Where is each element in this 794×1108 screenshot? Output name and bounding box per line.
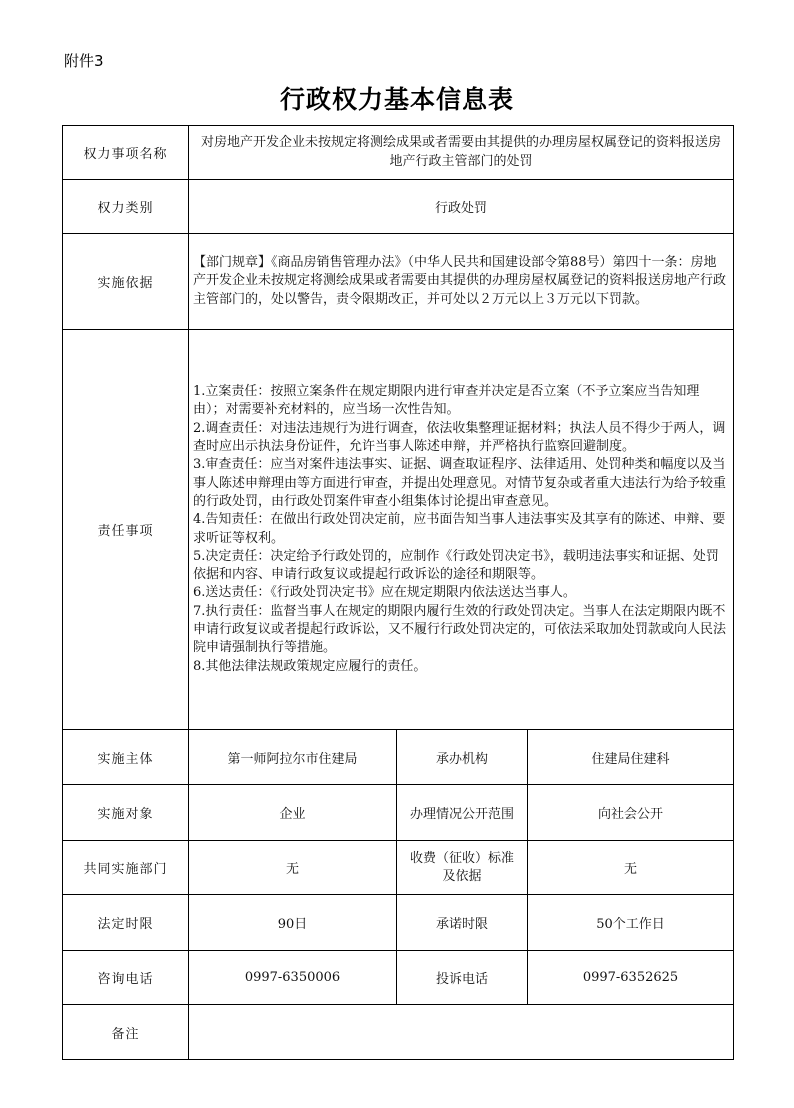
- promised-time-value: 50个工作日: [528, 895, 734, 951]
- row-item-name: [63, 126, 734, 180]
- subject-value: 第一师阿拉尔市住建局: [189, 730, 397, 785]
- row-target: [63, 785, 734, 841]
- fee-standard-label: 收费（征收）标准及依据: [397, 841, 528, 895]
- page-title: 行政权力基本信息表: [279, 85, 514, 114]
- attachment-label: 附件3: [64, 52, 104, 70]
- remarks-value: [189, 1005, 734, 1060]
- joint-dept-value: 无: [189, 841, 397, 895]
- joint-dept-label: 共同实施部门: [63, 841, 189, 895]
- row-remarks: [63, 1005, 734, 1060]
- responsibility-item: 4.告知责任：在做出行政处罚决定前，应书面告知当事人违法事实及其享有的陈述、申辩、要求听证等权利。: [193, 512, 726, 546]
- complaint-phone-value: 0997-6352625: [528, 951, 734, 1005]
- fee-standard-value: 无: [528, 841, 734, 895]
- responsibility-item: 3.审查责任：应当对案件违法事实、证据、调查取证程序、法律适用、处罚种类和幅度以及当事人陈述申辩理由等方面进行审查，并提出处理意见。对情节复杂或者重大违法行为给予较重的行政处罚，由行政处罚案件审查小组集体讨论提出审查意见。: [193, 457, 727, 509]
- responsibility-item: 1.立案责任：按照立案条件在规定期限内进行审查并决定是否立案（不予立案应当告知理由）；对需要补充材料的，应当场一次性告知。: [193, 384, 700, 418]
- responsibility-item: 7.执行责任：监督当事人在规定的期限内履行生效的行政处罚决定。当事人在法定期限内既不申请行政复议或者提起行政诉讼，又不履行行政处罚决定的，可依法采取加处罚款或向人民法院申请强制执行等措施。: [193, 603, 727, 656]
- subject-label: 实施主体: [63, 730, 189, 785]
- row-basis: [63, 234, 734, 330]
- disclosure-scope-label: 办理情况公开范围: [397, 785, 528, 841]
- promised-time-label: 承诺时限: [397, 895, 528, 951]
- handling-org-value: 住建局住建科: [528, 730, 734, 785]
- basis-label: 实施依据: [63, 234, 189, 330]
- handling-org-label: 承办机构: [397, 730, 528, 785]
- remarks-label: 备注: [63, 1005, 189, 1060]
- responsibilities-value: [189, 330, 734, 730]
- item-name-label: 权力事项名称: [63, 126, 189, 180]
- consult-phone-value: 0997-6350006: [189, 951, 397, 1005]
- item-name-value: 对房地产开发企业未按规定将测绘成果或者需要由其提供的办理房屋权属登记的资料报送房地产行政主管部门的处罚: [189, 126, 734, 180]
- responsibility-item: 2.调查责任：对违法违规行为进行调查，依法收集整理证据材料；执法人员不得少于两人，调查时应出示执法身份证件，允许当事人陈述申辩，并严格执行监察回避制度。: [193, 420, 726, 455]
- info-table: [62, 125, 734, 1060]
- category-value: 行政处罚: [189, 180, 734, 234]
- category-label: 权力类别: [63, 180, 189, 234]
- basis-value: 【部门规章】《商品房销售管理办法》（中华人民共和国建设部令第88号）第四十一条：房地产开发企业未按规定将测绘成果或者需要由其提供的办理房屋权属登记的资料报送房地产行政主管部门的，处以警告，责令限期改正，并可处以２万元以上３万元以下罚款。: [189, 234, 734, 330]
- responsibilities-label: 责任事项: [63, 330, 189, 730]
- row-category: [63, 180, 734, 234]
- legal-time-label: 法定时限: [63, 895, 189, 951]
- legal-time-value: 90日: [189, 895, 397, 951]
- row-subject: [63, 730, 734, 785]
- disclosure-scope-value: 向社会公开: [528, 785, 734, 841]
- responsibility-item: 5.决定责任：决定给予行政处罚的，应制作《行政处罚决定书》，载明违法事实和证据、处罚依据和内容、申请行政复议或提起行政诉讼的途径和期限等。: [193, 548, 719, 583]
- row-joint: [63, 841, 734, 895]
- row-responsibilities: [63, 330, 734, 730]
- row-time-limit: [63, 895, 734, 951]
- responsibility-item: 6.送达责任：《行政处罚决定书》应在规定期限内依法送达当事人。: [193, 585, 576, 601]
- target-value: 企业: [189, 785, 397, 841]
- complaint-phone-label: 投诉电话: [397, 951, 528, 1005]
- row-phone: [63, 951, 734, 1005]
- consult-phone-label: 咨询电话: [63, 951, 189, 1005]
- responsibility-item: 8.其他法律法规政策规定应履行的责任。: [193, 658, 427, 674]
- target-label: 实施对象: [63, 785, 189, 841]
